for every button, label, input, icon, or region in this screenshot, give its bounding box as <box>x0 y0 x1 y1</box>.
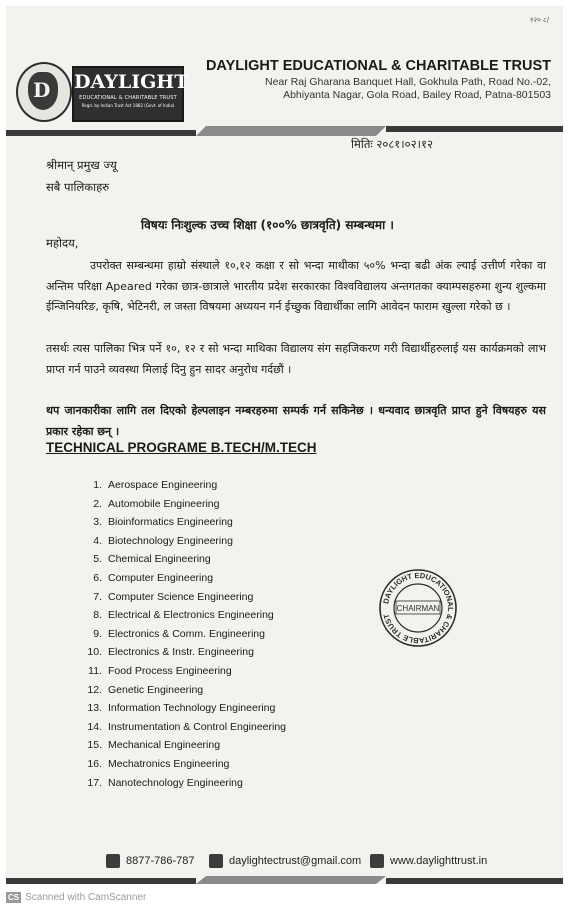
course-item <box>68 569 286 588</box>
course-item <box>68 643 286 662</box>
phone-number: 8877-786-787 <box>126 854 195 867</box>
recipient-block <box>46 154 117 198</box>
course-item <box>68 588 286 607</box>
footer-email <box>209 854 361 868</box>
course-number: 6. <box>93 571 102 584</box>
course-number: 15. <box>87 739 102 752</box>
logo-brand: DAYLIGHT <box>74 71 189 93</box>
greeting: महोदय, <box>46 236 79 250</box>
course-name: Automobile Engineering <box>108 497 220 510</box>
course-name: Bioinformatics Engineering <box>108 516 233 529</box>
course-name: Aerospace Engineering <box>108 479 218 491</box>
seal-center-text: CHAIRMAN <box>396 604 440 613</box>
camscanner-icon: CS <box>8 893 20 902</box>
course-name: Chemical Engineering <box>108 553 211 566</box>
course-item <box>68 755 286 774</box>
address-line-2: Abhiyanta Nagar, Gola Road, Bailey Road, Patna-801503 <box>283 89 551 101</box>
course-item <box>68 532 286 551</box>
course-number: 12. <box>87 683 102 696</box>
trust-name: DAYLIGHT EDUCATIONAL & CHARITABLE TRUST <box>205 58 551 74</box>
recipient-line-2: सबै पालिकाहरु <box>46 180 110 194</box>
email-address: daylightectrust@gmail.com <box>229 854 362 867</box>
trust-seal-stamp <box>378 568 458 648</box>
recipient-line-1: श्रीमान् प्रमुख ज्यू <box>46 158 117 172</box>
course-name: Instrumentation & Control Engineering <box>108 720 287 733</box>
course-item <box>68 736 286 755</box>
course-number: 14. <box>87 720 102 733</box>
corner-mark: १२० ८/ <box>529 16 549 24</box>
logo-subtitle: EDUCATIONAL & CHARITABLE TRUST <box>79 95 177 101</box>
course-name: Computer Science Engineering <box>108 590 254 603</box>
course-number: 13. <box>87 702 102 715</box>
course-name: Food Process Engineering <box>108 664 232 677</box>
course-name: Computer Engineering <box>108 571 214 584</box>
course-number: 5. <box>93 553 102 566</box>
logo-registration: Regd. by Indian Trust Act 1882 (Govt. of India) <box>81 103 175 108</box>
footer-phone <box>106 854 195 868</box>
phone-icon <box>106 854 120 868</box>
header-divider <box>6 126 563 138</box>
course-number: 17. <box>87 776 102 789</box>
logo-emblem-icon: D <box>16 62 72 122</box>
course-name: Information Technology Engineering <box>108 702 276 715</box>
course-item <box>68 495 286 514</box>
programme-title: TECHNICAL PROGRAME B.TECH/M.TECH <box>46 440 317 455</box>
trust-logo <box>16 62 189 122</box>
course-list <box>68 476 286 792</box>
course-number: 16. <box>87 757 102 770</box>
body-paragraph-1: उपरोक्त सम्बन्धमा हाम्रो संस्थाले १०,१२ कक्षा र सो भन्दा माथीका ५०% भन्दा बढी अंक ल्याई उत्तीर्ण गरेका वा अन्तिम परिक्षा Apeared गरेका छात्र-छात्राले भारतीय प्रदेश सरकारका विश्वविद्यालय अन्तगतका क्याम्पसहरुमा शुन्य शुल्कमा ईन्जिनियरिङ, कृषि, भेटिनरी, ल जस्ता विषयमा अध्ययन गर्न ईच्छुक विद्यार्थीका लागि आवेदन फाराम खुल्ला गरेको छ । <box>46 259 546 313</box>
course-number: 9. <box>93 627 102 640</box>
course-number: 11. <box>88 664 102 677</box>
course-number: 1. <box>93 479 102 491</box>
course-name: Mechanical Engineering <box>108 739 221 752</box>
seal-ring-text: DAYLIGHT EDUCATIONAL & CHARITABLE TRUST <box>381 570 456 646</box>
course-item <box>68 774 286 793</box>
course-item <box>68 625 286 644</box>
letter-date: मितिः २०८१।०२।१२ <box>351 137 433 151</box>
scanner-watermark <box>6 892 146 903</box>
body-paragraph-3: थप जानकारीका लागि तल दिएको हेल्पलाइन नम्बरहरुमा सम्पर्क गर्न सकिनेछ । धन्यवाद छात्रवृति प्राप्त हुने विषयहरु यस प्रकार रहेका छन् । <box>46 404 546 438</box>
web-icon <box>370 854 384 868</box>
footer-website <box>370 854 487 868</box>
course-number: 8. <box>93 609 102 622</box>
logo-wordmark <box>72 66 189 122</box>
course-name: Nanotechnology Engineering <box>108 776 243 789</box>
website-url: www.daylighttrust.in <box>390 854 488 867</box>
course-number: 4. <box>93 534 102 547</box>
course-item <box>68 681 286 700</box>
footer-divider <box>6 876 563 886</box>
course-item <box>68 550 286 569</box>
course-name: Genetic Engineering <box>108 683 204 696</box>
course-name: Biotechnology Engineering <box>108 534 233 547</box>
course-name: Electrical & Electronics Engineering <box>108 609 274 622</box>
course-item <box>68 606 286 625</box>
course-number: 3. <box>93 516 102 529</box>
trust-address <box>265 76 551 102</box>
course-item <box>68 662 286 681</box>
course-name: Mechatronics Engineering <box>108 757 230 770</box>
course-number: 10. <box>87 646 102 659</box>
course-item <box>68 476 286 495</box>
course-name: Electronics & Comm. Engineering <box>108 627 265 640</box>
body-paragraph-2: तसर्थः त्यस पालिका भित्र पर्ने १०, १२ र सो भन्दा माथिका विद्यालय संग सहजिकरण गरी विद्यार्थीहरुलाई यस कार्यक्रमको लाभ प्राप्त गर्न पाउने व्यवस्था मिलाई दिनु हुन सादर अनुरोध गर्दछौं । <box>46 342 546 376</box>
letter-subject: विषयः निःशुल्क उच्च शिक्षा (१००% छात्रवृति) सम्बन्धमा । <box>141 218 394 232</box>
course-number: 2. <box>93 497 102 510</box>
course-name: Electronics & Instr. Engineering <box>108 646 254 659</box>
letter-page <box>6 6 563 884</box>
mail-icon <box>209 854 223 868</box>
address-line-1: Near Raj Gharana Banquet Hall, Gokhula Path, Road No.-02, <box>265 76 551 88</box>
course-number: 7. <box>93 590 102 603</box>
course-item <box>68 513 286 532</box>
course-item <box>68 699 286 718</box>
scanner-label: Scanned with CamScanner <box>25 892 147 903</box>
course-item <box>68 718 286 737</box>
